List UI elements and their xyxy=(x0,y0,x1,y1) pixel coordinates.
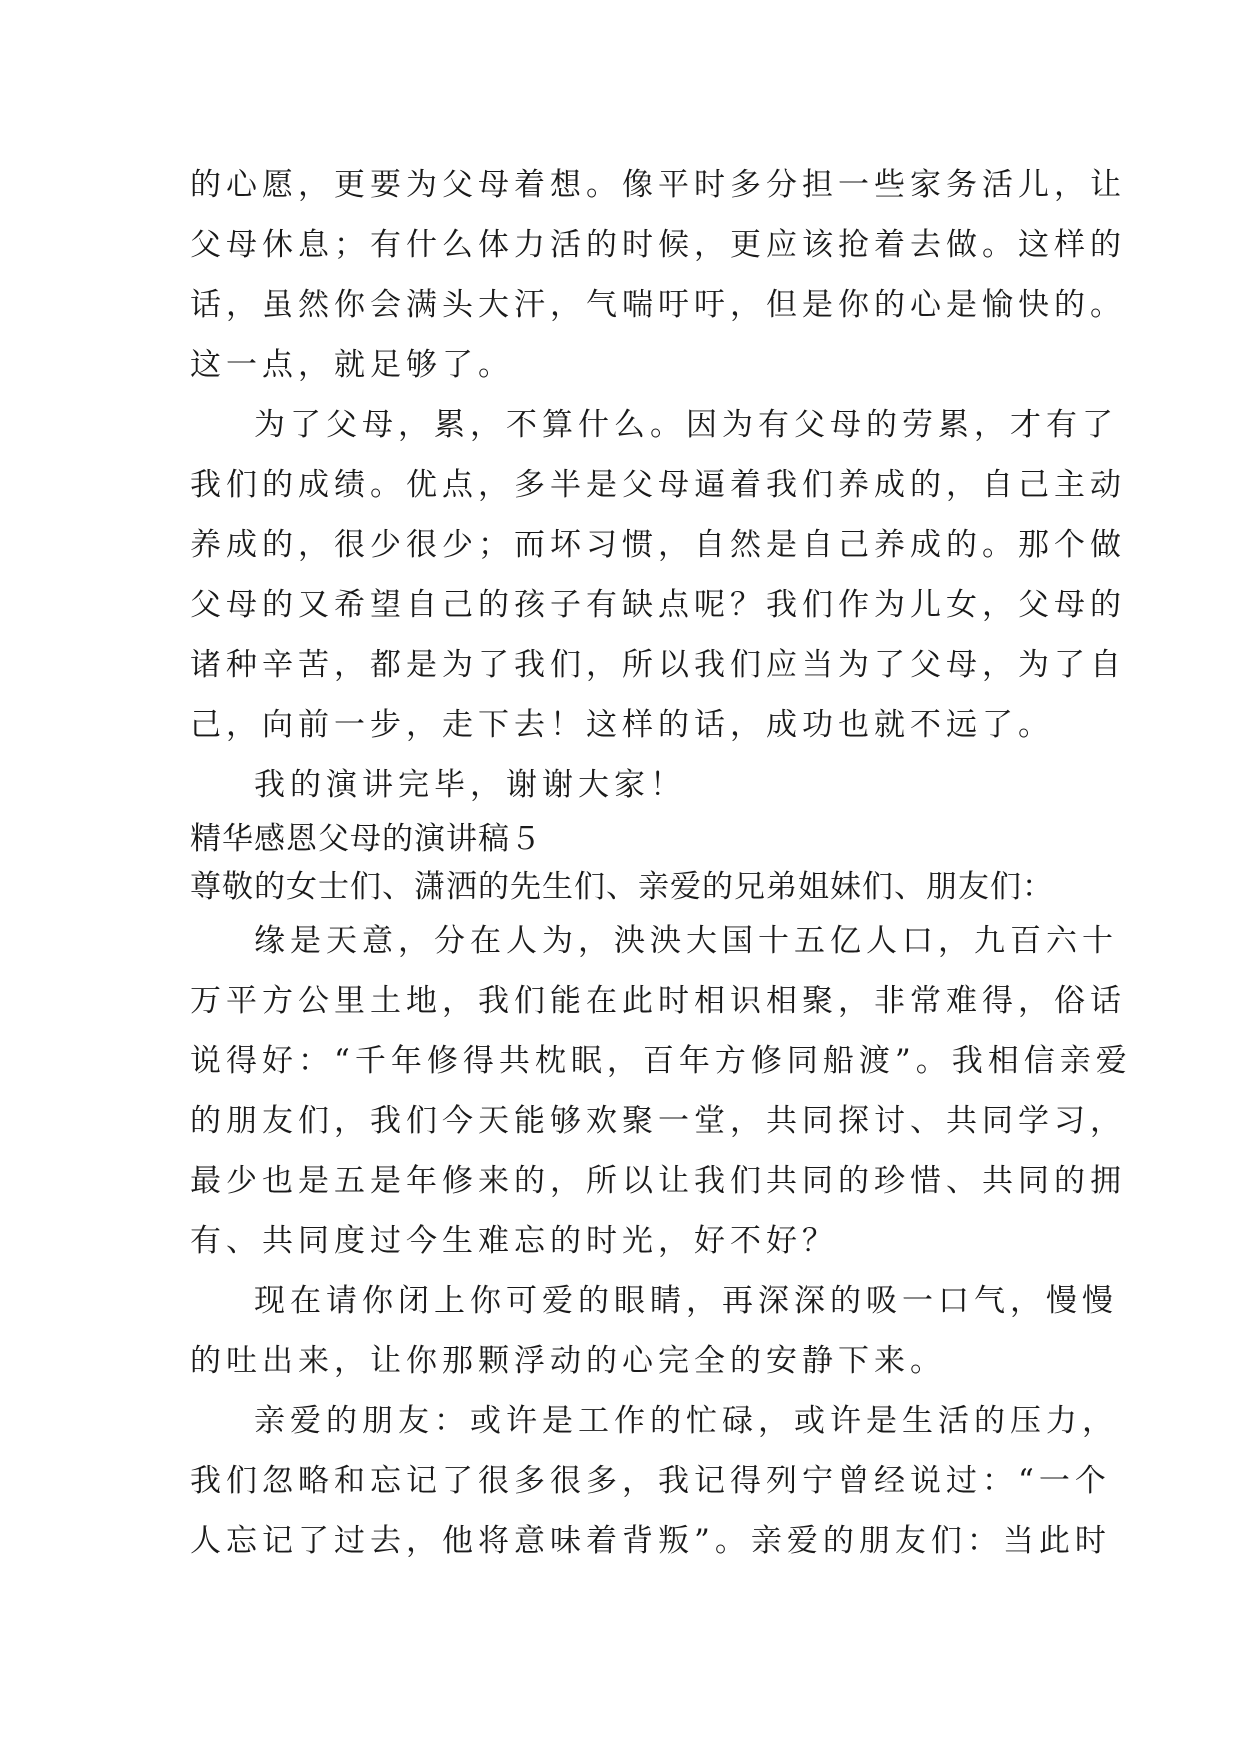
paragraph-start-line: 为了父母，累，不算什么。因为有父母的劳累，才有了 xyxy=(254,407,1118,443)
text-line: 我们的成绩。优点，多半是父母逼着我们养成的，自己主动 xyxy=(190,467,1126,503)
text-line: 的朋友们，我们今天能够欢聚一堂，共同探讨、共同学习， xyxy=(190,1103,1126,1139)
text-line: 我们忽略和忘记了很多很多，我记得列宁曾经说过：“一个 xyxy=(190,1463,1111,1499)
salutation-line: 尊敬的女士们、潇洒的先生们、亲爱的兄弟姐妹们、朋友们： xyxy=(190,869,1054,905)
paragraph-start-line: 缘是天意，分在人为，泱泱大国十五亿人口，九百六十 xyxy=(254,923,1118,959)
text-line: 诸种辛苦，都是为了我们，所以我们应当为了父母，为了自 xyxy=(190,647,1126,683)
text-line: 说得好：“千年修得共枕眠，百年方修同船渡”。我相信亲爱 xyxy=(190,1043,1132,1079)
paragraph-start-line: 现在请你闭上你可爱的眼睛，再深深的吸一口气，慢慢 xyxy=(254,1283,1118,1319)
text-line: 父母休息；有什么体力活的时候，更应该抢着去做。这样的 xyxy=(190,227,1126,263)
text-line: 父母的又希望自己的孩子有缺点呢？我们作为儿女，父母的 xyxy=(190,587,1126,623)
text-line: 话，虽然你会满头大汗，气喘吁吁，但是你的心是愉快的。 xyxy=(190,287,1126,323)
text-line: 人忘记了过去，他将意味着背叛”。亲爱的朋友们：当此时 xyxy=(190,1523,1111,1559)
text-line: 最少也是五是年修来的，所以让我们共同的珍惜、共同的拥 xyxy=(190,1163,1126,1199)
closing-line: 我的演讲完毕，谢谢大家！ xyxy=(254,767,686,803)
text-line: 这一点，就足够了。 xyxy=(190,347,514,383)
section-heading: 精华感恩父母的演讲稿５ xyxy=(190,821,542,857)
text-line: 的吐出来，让你那颗浮动的心完全的安静下来。 xyxy=(190,1343,946,1379)
text-line: 的心愿，更要为父母着想。像平时多分担一些家务活儿，让 xyxy=(190,167,1126,203)
text-line: 万平方公里土地，我们能在此时相识相聚，非常难得，俗话 xyxy=(190,983,1126,1019)
text-line: 有、共同度过今生难忘的时光，好不好？ xyxy=(190,1223,838,1259)
document-body xyxy=(190,155,1132,1571)
paragraph-start-line: 亲爱的朋友：或许是工作的忙碌，或许是生活的压力， xyxy=(254,1403,1118,1439)
text-line: 养成的，很少很少；而坏习惯，自然是自己养成的。那个做 xyxy=(190,527,1126,563)
text-line: 己，向前一步，走下去！这样的话，成功也就不远了。 xyxy=(190,707,1054,743)
